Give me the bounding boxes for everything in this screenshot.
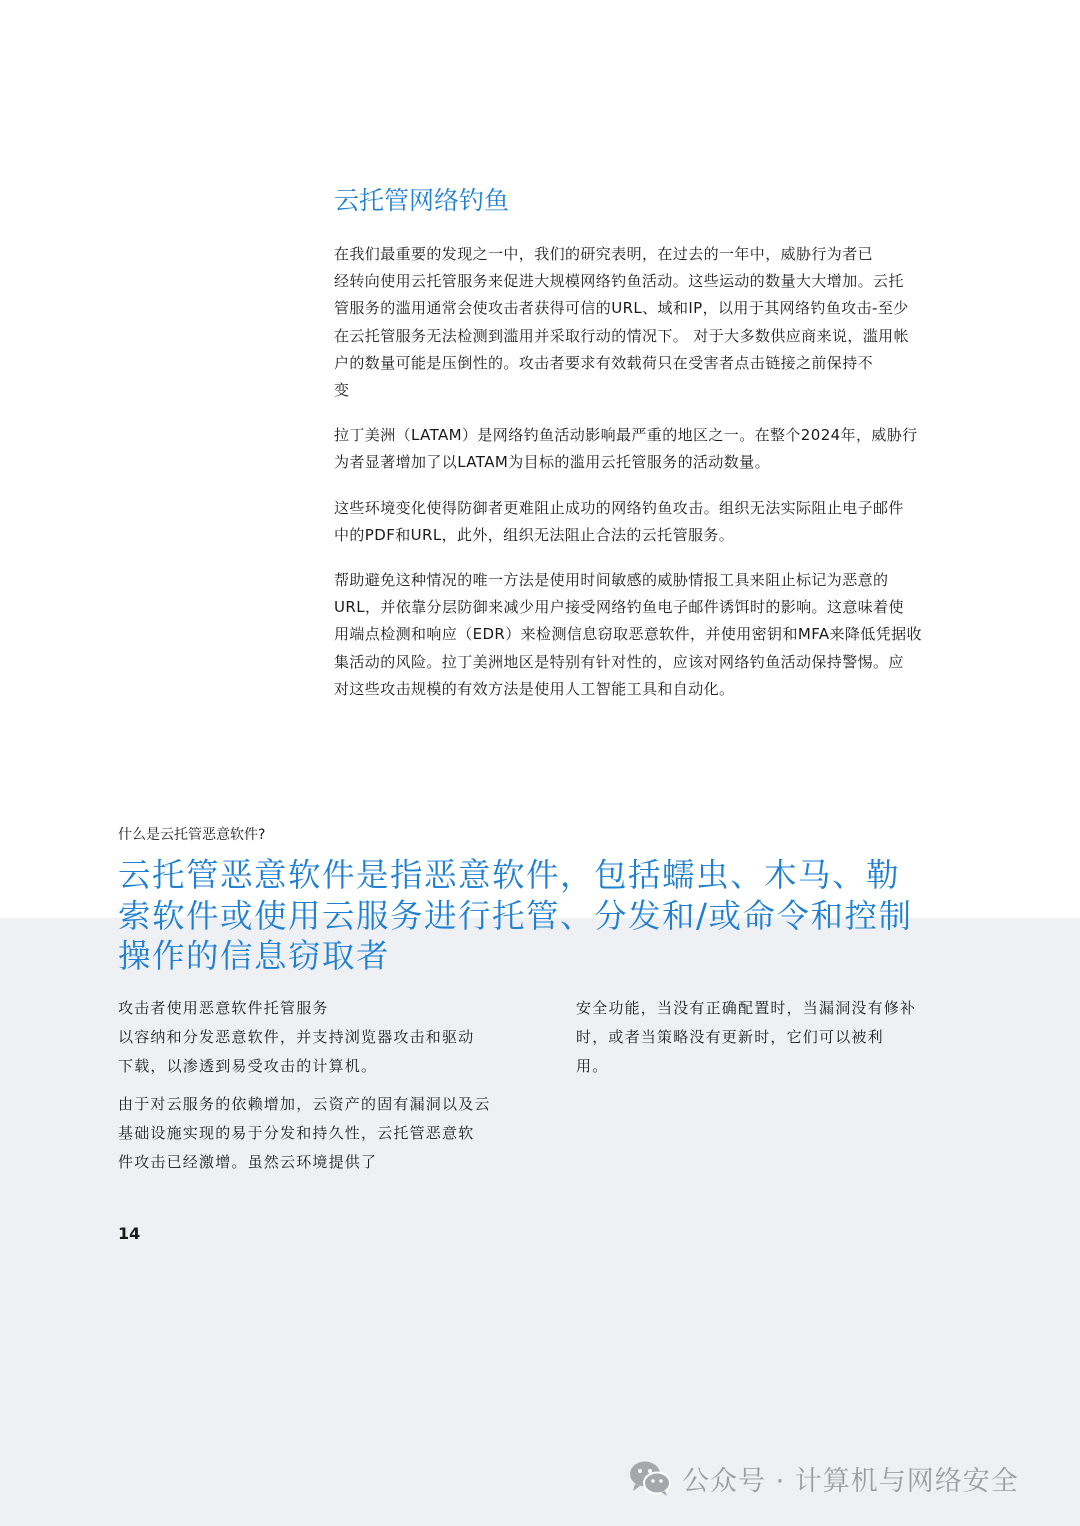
section-title: 云托管网络钓鱼 — [334, 186, 510, 215]
body-line: 由于对云服务的依赖增加，云资产的固有漏洞以及云 — [118, 1095, 491, 1114]
body-line: 攻击者使用恶意软件托管服务 — [118, 999, 329, 1017]
right-column — [576, 994, 946, 1080]
section-paragraph — [334, 567, 964, 703]
paragraph-line: 户的数量可能是压倒性的。攻击者要求有效载荷只在受害者点击链接之前保持不 — [334, 353, 874, 372]
phishing-section — [334, 183, 964, 721]
paragraph-line: 在我们最重要的发现之一中，我们的研究表明，在过去的一年中，威胁行为者已 — [334, 245, 874, 263]
paragraph-line: 对这些攻击规模的有效方法是使用人工智能工具和自动化。 — [334, 679, 735, 698]
headline-line: 索软件或使用云服务进行托管、分发和/或命令和控制 — [118, 896, 913, 935]
page-number: 14 — [118, 1224, 141, 1243]
paragraph-line: 变 — [334, 381, 350, 400]
body-line: 件攻击已经激增。虽然云环境提供了 — [118, 1152, 378, 1171]
section-paragraph — [334, 241, 964, 404]
headline-line: 云托管恶意软件是指恶意软件，包括蠕虫、木马、勒 — [118, 856, 901, 894]
paragraph-line: 集活动的风险。拉丁美洲地区是特别有针对性的，应该对网络钓鱼活动保持警惕。应 — [334, 652, 904, 671]
watermark-text: 公众号 · 计算机与网络安全 — [682, 1465, 1019, 1497]
body-line: 基础设施实现的易于分发和持久性，云托管恶意软 — [118, 1124, 475, 1143]
paragraph-line: URL，并依靠分层防御来减少用户接受网络钓鱼电子邮件诱饵时的影响。这意味着使 — [334, 598, 904, 617]
section-paragraph — [334, 422, 964, 476]
paragraph-line: 管服务的滥用通常会使攻击者获得可信的URL、域和IP，以用于其网络钓鱼攻击-至少 — [334, 299, 909, 318]
body-line: 安全功能，当没有正确配置时，当漏洞没有修补 — [576, 999, 917, 1017]
paragraph-line: 拉丁美洲（LATAM）是网络钓鱼活动影响最严重的地区之一。在整个2024年，威胁行 — [334, 426, 918, 445]
paragraph-line: 在云托管服务无法检测到滥用并采取行动的情况下。 对于大多数供应商来说，滥用帐 — [334, 326, 909, 345]
body-line: 用。 — [576, 1056, 609, 1075]
callout-headline — [118, 855, 938, 977]
left-column — [118, 994, 518, 1177]
paragraph-line: 帮助避免这种情况的唯一方法是使用时间敏感的威胁情报工具来阻止标记为恶意的 — [334, 571, 889, 590]
section-paragraph — [334, 495, 964, 549]
section-paragraphs — [334, 241, 964, 703]
body-line: 下载，以渗透到易受攻击的计算机。 — [118, 1056, 378, 1075]
body-line: 以容纳和分发恶意软件，并支持浏览器攻击和驱动 — [118, 1027, 475, 1046]
body-line: 时，或者当策略没有更新时，它们可以被利 — [576, 1027, 884, 1046]
headline-line: 操作的信息窃取者 — [118, 937, 391, 975]
paragraph-line: 这些环境变化使得防御者更难阻止成功的网络钓鱼攻击。组织无法实际阻止电子邮件 — [334, 498, 904, 517]
paragraph-line: 中的PDF和URL，此外，组织无法阻止合法的云托管服务。 — [334, 525, 735, 544]
paragraph-line: 用端点检测和响应（EDR）来检测信息窃取恶意软件，并使用密钥和MFA来降低凭据收 — [334, 625, 922, 644]
paragraph-line: 经转向使用云托管服务来促进大规模网络钓鱼活动。这些运动的数量大大增加。云托 — [334, 272, 904, 291]
watermark — [628, 1454, 1019, 1502]
wechat-icon — [628, 1458, 672, 1498]
paragraph-line: 为者显著增加了以LATAM为目标的滥用云托管服务的活动数量。 — [334, 453, 771, 472]
callout-eyebrow: 什么是云托管恶意软件? — [118, 827, 266, 843]
